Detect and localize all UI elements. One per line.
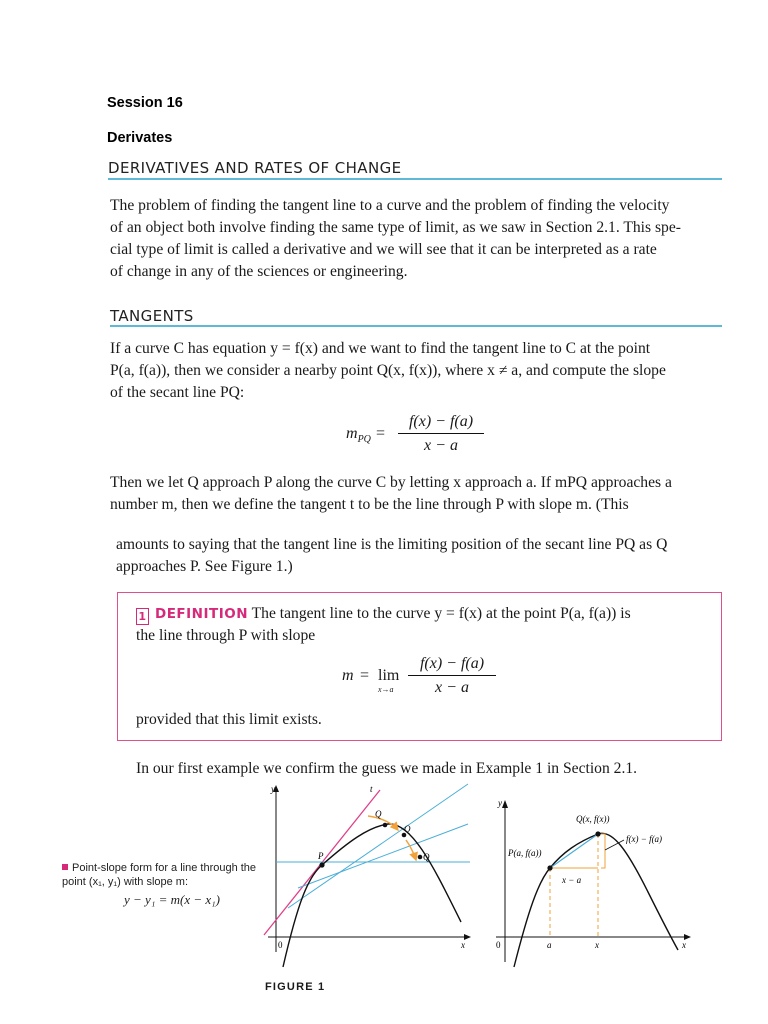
curve-c xyxy=(283,824,461,967)
formula-numerator: f(x) − f(a) xyxy=(408,413,474,430)
intro-paragraph xyxy=(110,195,722,283)
text-line: If a curve C has equation y = f(x) and we want to find the tangent line to C at the point xyxy=(110,340,651,357)
definition-text xyxy=(136,603,716,647)
bullet-square-icon xyxy=(62,864,68,870)
formula-equals: = xyxy=(376,425,386,442)
note-formula: y − y₁ = m(x − x₁) xyxy=(124,892,220,907)
section-rule xyxy=(108,178,722,180)
definition-line-2: the line through P with slope xyxy=(136,627,316,644)
point-p xyxy=(319,862,324,867)
q-point-label: Q(x, f(x)) xyxy=(576,814,610,824)
right-y-label: y xyxy=(498,798,502,808)
point-q-right xyxy=(595,831,600,836)
formula-lhs: $m_{PQ}$ xyxy=(346,425,371,446)
formula-lhs: m xyxy=(342,667,354,684)
tangents-paragraph-3 xyxy=(116,534,722,578)
definition-tag xyxy=(136,606,248,622)
tangents-paragraph-2 xyxy=(110,472,722,516)
tangent-t-label: t xyxy=(370,784,373,794)
difference-label: f(x) − f(a) xyxy=(626,834,663,844)
text-line: amounts to saying that the tangent line is the limiting position of the secant line PQ as Q xyxy=(116,536,668,553)
right-y-axis-arrow-icon xyxy=(502,800,508,808)
text-line: The problem of finding the tangent line to a curve and the problem of finding the velocity xyxy=(110,197,670,214)
formula-lim-subscript: x→a xyxy=(378,685,394,694)
text-line: of an object both involve finding the same type of limit, as we saw in Section 2.1. This spe- xyxy=(110,219,681,236)
right-graph xyxy=(496,798,691,967)
definition-number: 1 xyxy=(136,608,149,625)
left-graph xyxy=(264,784,471,967)
formula-lim: lim xyxy=(378,667,400,684)
tangents-paragraph xyxy=(110,338,722,404)
fraction-bar xyxy=(408,675,496,676)
text-line: of the secant line PQ: xyxy=(110,384,245,401)
a-tick-label: a xyxy=(547,940,552,950)
secant-line-1 xyxy=(288,784,468,908)
difference-bracket xyxy=(601,834,605,868)
point-p-right xyxy=(547,865,552,870)
definition-footer: provided that this limit exists. xyxy=(136,711,322,728)
section-title-tangents: TANGENTS xyxy=(110,307,194,325)
fraction-bar xyxy=(398,433,484,434)
text-line: cial type of limit is called a derivative and we will see that it can be interpreted as a rate xyxy=(110,241,657,258)
q3-label: Q xyxy=(423,852,430,862)
section-title-derivatives: DERIVATIVES AND RATES OF CHANGE xyxy=(108,159,402,177)
formula-denominator: x − a xyxy=(424,437,458,454)
margin-note xyxy=(62,862,262,908)
difference-pointer xyxy=(605,840,624,850)
p-label: P xyxy=(318,851,324,861)
point-q3 xyxy=(418,855,423,860)
left-y-label: y xyxy=(271,784,275,794)
secant-line-2 xyxy=(298,824,468,888)
section-rule xyxy=(110,325,722,327)
formula-denominator: x − a xyxy=(435,679,469,696)
right-origin-label: 0 xyxy=(496,940,501,950)
dx-label: x − a xyxy=(562,875,582,885)
note-line-1: Point-slope form for a line through the xyxy=(62,862,262,874)
definition-line-1: The tangent line to the curve y = f(x) at the point P(a, f(a)) is xyxy=(251,605,631,622)
approach-arrow-2 xyxy=(406,840,416,860)
text-line: Then we let Q approach P along the curve C by letting x approach a. If mPQ approaches a xyxy=(110,474,672,491)
right-x-label: x xyxy=(682,940,686,950)
q2-label: Q xyxy=(404,824,411,834)
q1-label: Q xyxy=(375,809,382,819)
left-x-label: x xyxy=(461,940,465,950)
formula-equals: = xyxy=(360,667,370,684)
secant-slope-formula xyxy=(346,413,506,463)
text-line: number m, then we define the tangent t to be the line through P with slope m. (This xyxy=(110,496,629,513)
definition-box xyxy=(117,592,722,741)
left-x-axis-arrow-icon xyxy=(464,934,471,940)
point-q1 xyxy=(383,823,388,828)
left-origin-label: 0 xyxy=(278,940,283,950)
text-line: approaches P. See Figure 1.) xyxy=(116,558,293,575)
example-intro: In our first example we confirm the guess we made in Example 1 in Section 2.1. xyxy=(136,760,638,777)
text-line: P(a, f(a)), then we consider a nearby point Q(x, f(x)), where x ≠ a, and compute the slope xyxy=(110,362,666,379)
text-line: of change in any of the sciences or engineering. xyxy=(110,263,408,280)
topic-label: Derivates xyxy=(107,130,173,146)
x-tick-label: x xyxy=(595,940,599,950)
definition-tag-label: DEFINITION xyxy=(155,606,249,622)
note-line-2: point (x₁, y₁) with slope m: xyxy=(62,876,189,888)
tangent-limit-formula xyxy=(342,655,522,705)
secant-pq xyxy=(550,834,598,868)
formula-numerator: f(x) − f(a) xyxy=(419,655,485,672)
session-label: Session 16 xyxy=(107,95,183,111)
p-point-label: P(a, f(a)) xyxy=(508,848,542,858)
figure-caption: FIGURE 1 xyxy=(265,981,326,993)
figure-1-graphs xyxy=(258,782,708,972)
